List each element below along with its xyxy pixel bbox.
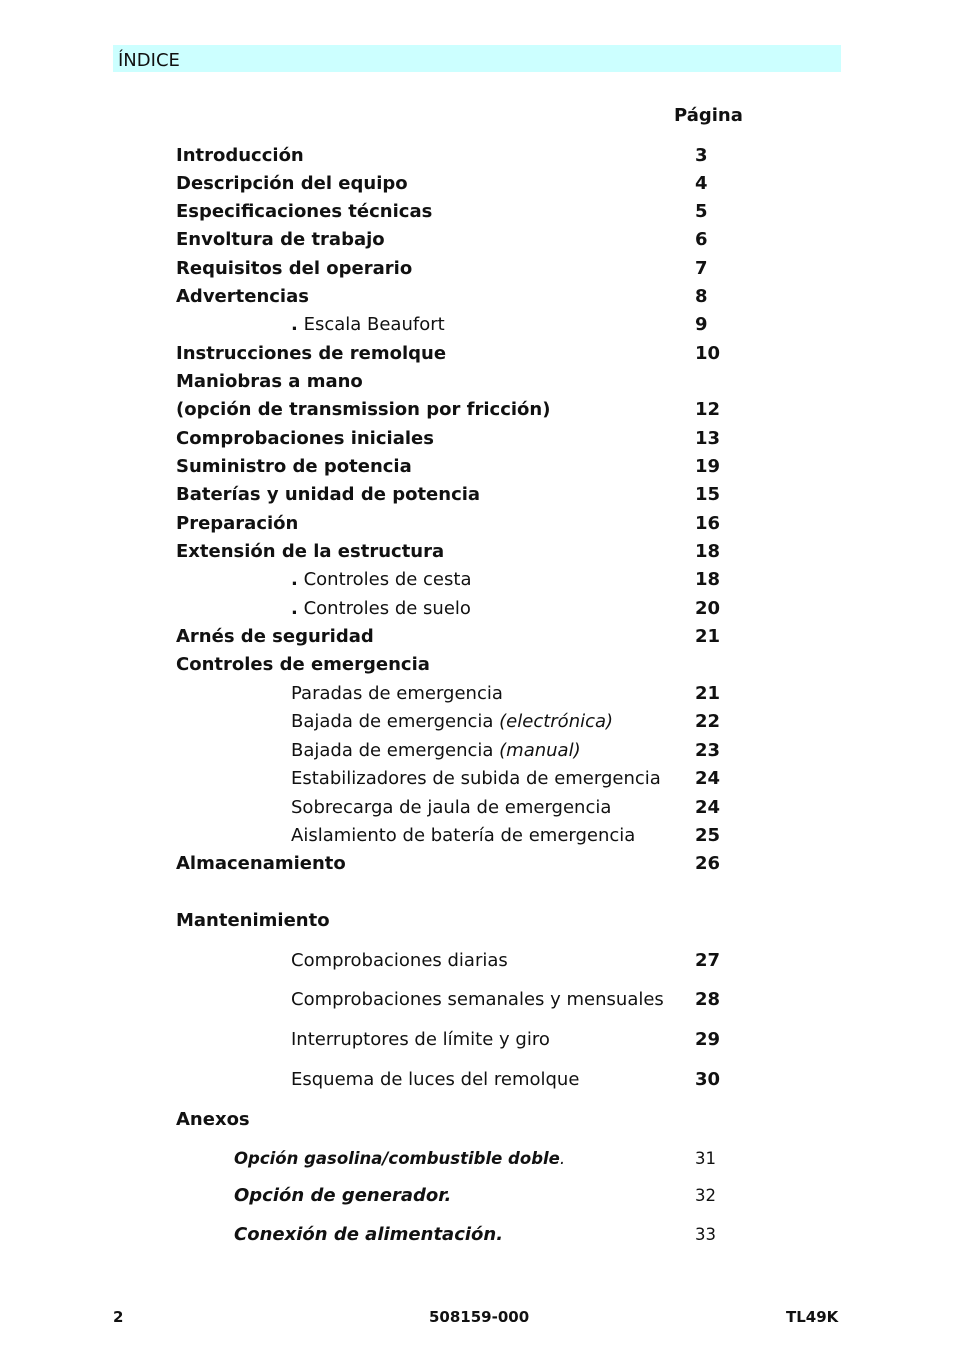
toc-entry-label: Sobrecarga de jaula de emergencia [291,797,612,818]
toc-entry[interactable] [0,852,954,878]
toc-entry-label: Instrucciones de remolque [176,343,447,364]
toc-entry-label [291,739,581,763]
toc-entry-page: 22 [695,711,721,732]
footer-document-code: 508159-000 [429,1308,530,1326]
toc-entry-page: 27 [695,950,721,971]
toc-entry-label: Introducción [176,145,304,166]
toc-entry[interactable] [0,313,954,339]
toc-entry-label [291,568,471,592]
toc-entry-page: 18 [695,541,721,562]
toc-entry[interactable] [0,370,954,396]
toc-entry-page: 31 [695,1149,716,1168]
bullet-dot: . [291,598,298,619]
toc-entry-page: 30 [695,1069,721,1090]
toc-entry-text: Bajada de emergencia [291,740,494,761]
footer-page-number: 2 [113,1308,124,1326]
toc-entry-label [234,1147,565,1171]
toc-entry[interactable] [0,1068,954,1094]
toc-entry-page: 25 [695,825,721,846]
toc-entry-note: (manual) [499,740,581,761]
toc-entry[interactable] [0,909,954,935]
toc-entry[interactable] [0,540,954,566]
toc-entry-page: 6 [695,229,708,250]
toc-entry-page: 7 [695,258,708,279]
trailing-period: . [559,1149,566,1168]
toc-entry-page: 18 [695,569,721,590]
toc-entry-page: 16 [695,513,721,534]
toc-entry-label: Advertencias [176,286,309,307]
toc-entry[interactable] [0,739,954,765]
toc-entry-page: 24 [695,797,721,818]
footer-model: TL49K [786,1308,839,1326]
toc-entry-label: Opción de generador. [234,1185,452,1206]
toc-entry-label: Arnés de seguridad [176,626,374,647]
toc-entry[interactable] [0,455,954,481]
toc-entry[interactable] [0,1184,954,1210]
toc-entry-page: 23 [695,740,721,761]
toc-entry-label: Paradas de emergencia [291,683,503,704]
toc-entry[interactable] [0,144,954,170]
toc-entry-label: Especificaciones técnicas [176,201,433,222]
toc-entry-label: Controles de emergencia [176,654,430,675]
toc-entry-label [291,313,445,337]
toc-entry[interactable] [0,653,954,679]
toc-entry-page: 26 [695,853,721,874]
toc-entry-label [291,597,471,621]
toc-entry[interactable] [0,512,954,538]
toc-entry-label: Baterías y unidad de potencia [176,484,481,505]
toc-entry-page: 13 [695,428,721,449]
toc-entry-label [291,710,613,734]
toc-entry-label: Envoltura de trabajo [176,229,385,250]
toc-entry[interactable] [0,1147,954,1173]
toc-entry-label: Preparación [176,513,299,534]
toc-entry-label: Requisitos del operario [176,258,413,279]
toc-entry[interactable] [0,1108,954,1134]
toc-entry-page: 12 [695,399,721,420]
toc-entry[interactable] [0,398,954,424]
toc-entry-page: 28 [695,989,721,1010]
toc-entry-label: Mantenimiento [176,910,330,931]
bullet-dot: . [291,569,298,590]
toc-entry-page: 15 [695,484,721,505]
toc-entry[interactable] [0,949,954,975]
toc-entry[interactable] [0,796,954,822]
toc-entry[interactable] [0,1223,954,1249]
toc-entry-label: Estabilizadores de subida de emergencia [291,768,661,789]
toc-entry-label: Comprobaciones iniciales [176,428,434,449]
toc-entry[interactable] [0,172,954,198]
toc-entry-page: 20 [695,598,721,619]
toc-entry[interactable] [0,597,954,623]
toc-entry-page: 29 [695,1029,721,1050]
toc-entry-text: Bajada de emergencia [291,711,494,732]
toc-entry-label: Descripción del equipo [176,173,408,194]
toc-entry[interactable] [0,625,954,651]
toc-entry[interactable] [0,1028,954,1054]
toc-entry-label: Suministro de potencia [176,456,412,477]
toc-entry-page: 5 [695,201,708,222]
toc-entry-label: Aislamiento de batería de emergencia [291,825,636,846]
toc-entry-page: 19 [695,456,721,477]
toc-entry[interactable] [0,682,954,708]
toc-entry-page: 8 [695,286,708,307]
toc-entry[interactable] [0,285,954,311]
toc-entry-text: Opción gasolina/combustible doble [234,1149,560,1168]
index-title: ÍNDICE [118,50,180,71]
toc-entry-label: Comprobaciones semanales y mensuales [291,989,664,1010]
toc-entry-text: Controles de cesta [303,569,472,590]
toc-entry-page: 32 [695,1186,716,1205]
toc-entry-page: 21 [695,626,721,647]
toc-entry[interactable] [0,710,954,736]
toc-entry[interactable] [0,342,954,368]
toc-entry-label: Extensión de la estructura [176,541,445,562]
toc-entry[interactable] [0,200,954,226]
toc-entry[interactable] [0,767,954,793]
toc-entry-page: 3 [695,145,708,166]
toc-entry-text: Controles de suelo [303,598,471,619]
toc-entry[interactable] [0,988,954,1014]
toc-entry-page: 24 [695,768,721,789]
header-band [113,45,841,72]
toc-entry-label: Maniobras a mano [176,371,363,392]
toc-entry-page: 4 [695,173,708,194]
toc-entry[interactable] [0,228,954,254]
toc-entry-page: 33 [695,1225,716,1244]
toc-entry-page: 21 [695,683,721,704]
page-column-label: Página [674,105,743,126]
toc-entry-label: Comprobaciones diarias [291,950,508,971]
toc-entry-label: Conexión de alimentación. [234,1224,504,1245]
toc-entry[interactable] [0,257,954,283]
toc-entry-page: 10 [695,343,721,364]
toc-entry-label: Interruptores de límite y giro [291,1029,550,1050]
toc-entry-label: Anexos [176,1109,250,1130]
toc-entry-label: Esquema de luces del remolque [291,1069,580,1090]
toc-entry-label: (opción de transmission por fricción) [176,399,551,420]
toc-entry-label: Almacenamiento [176,853,346,874]
toc-entry-page: 9 [695,314,708,335]
toc-entry[interactable] [0,483,954,509]
toc-entry[interactable] [0,427,954,453]
bullet-dot: . [291,314,298,335]
toc-entry-note: (electrónica) [499,711,614,732]
toc-entry[interactable] [0,824,954,850]
toc-entry[interactable] [0,568,954,594]
toc-entry-text: Escala Beaufort [303,314,445,335]
